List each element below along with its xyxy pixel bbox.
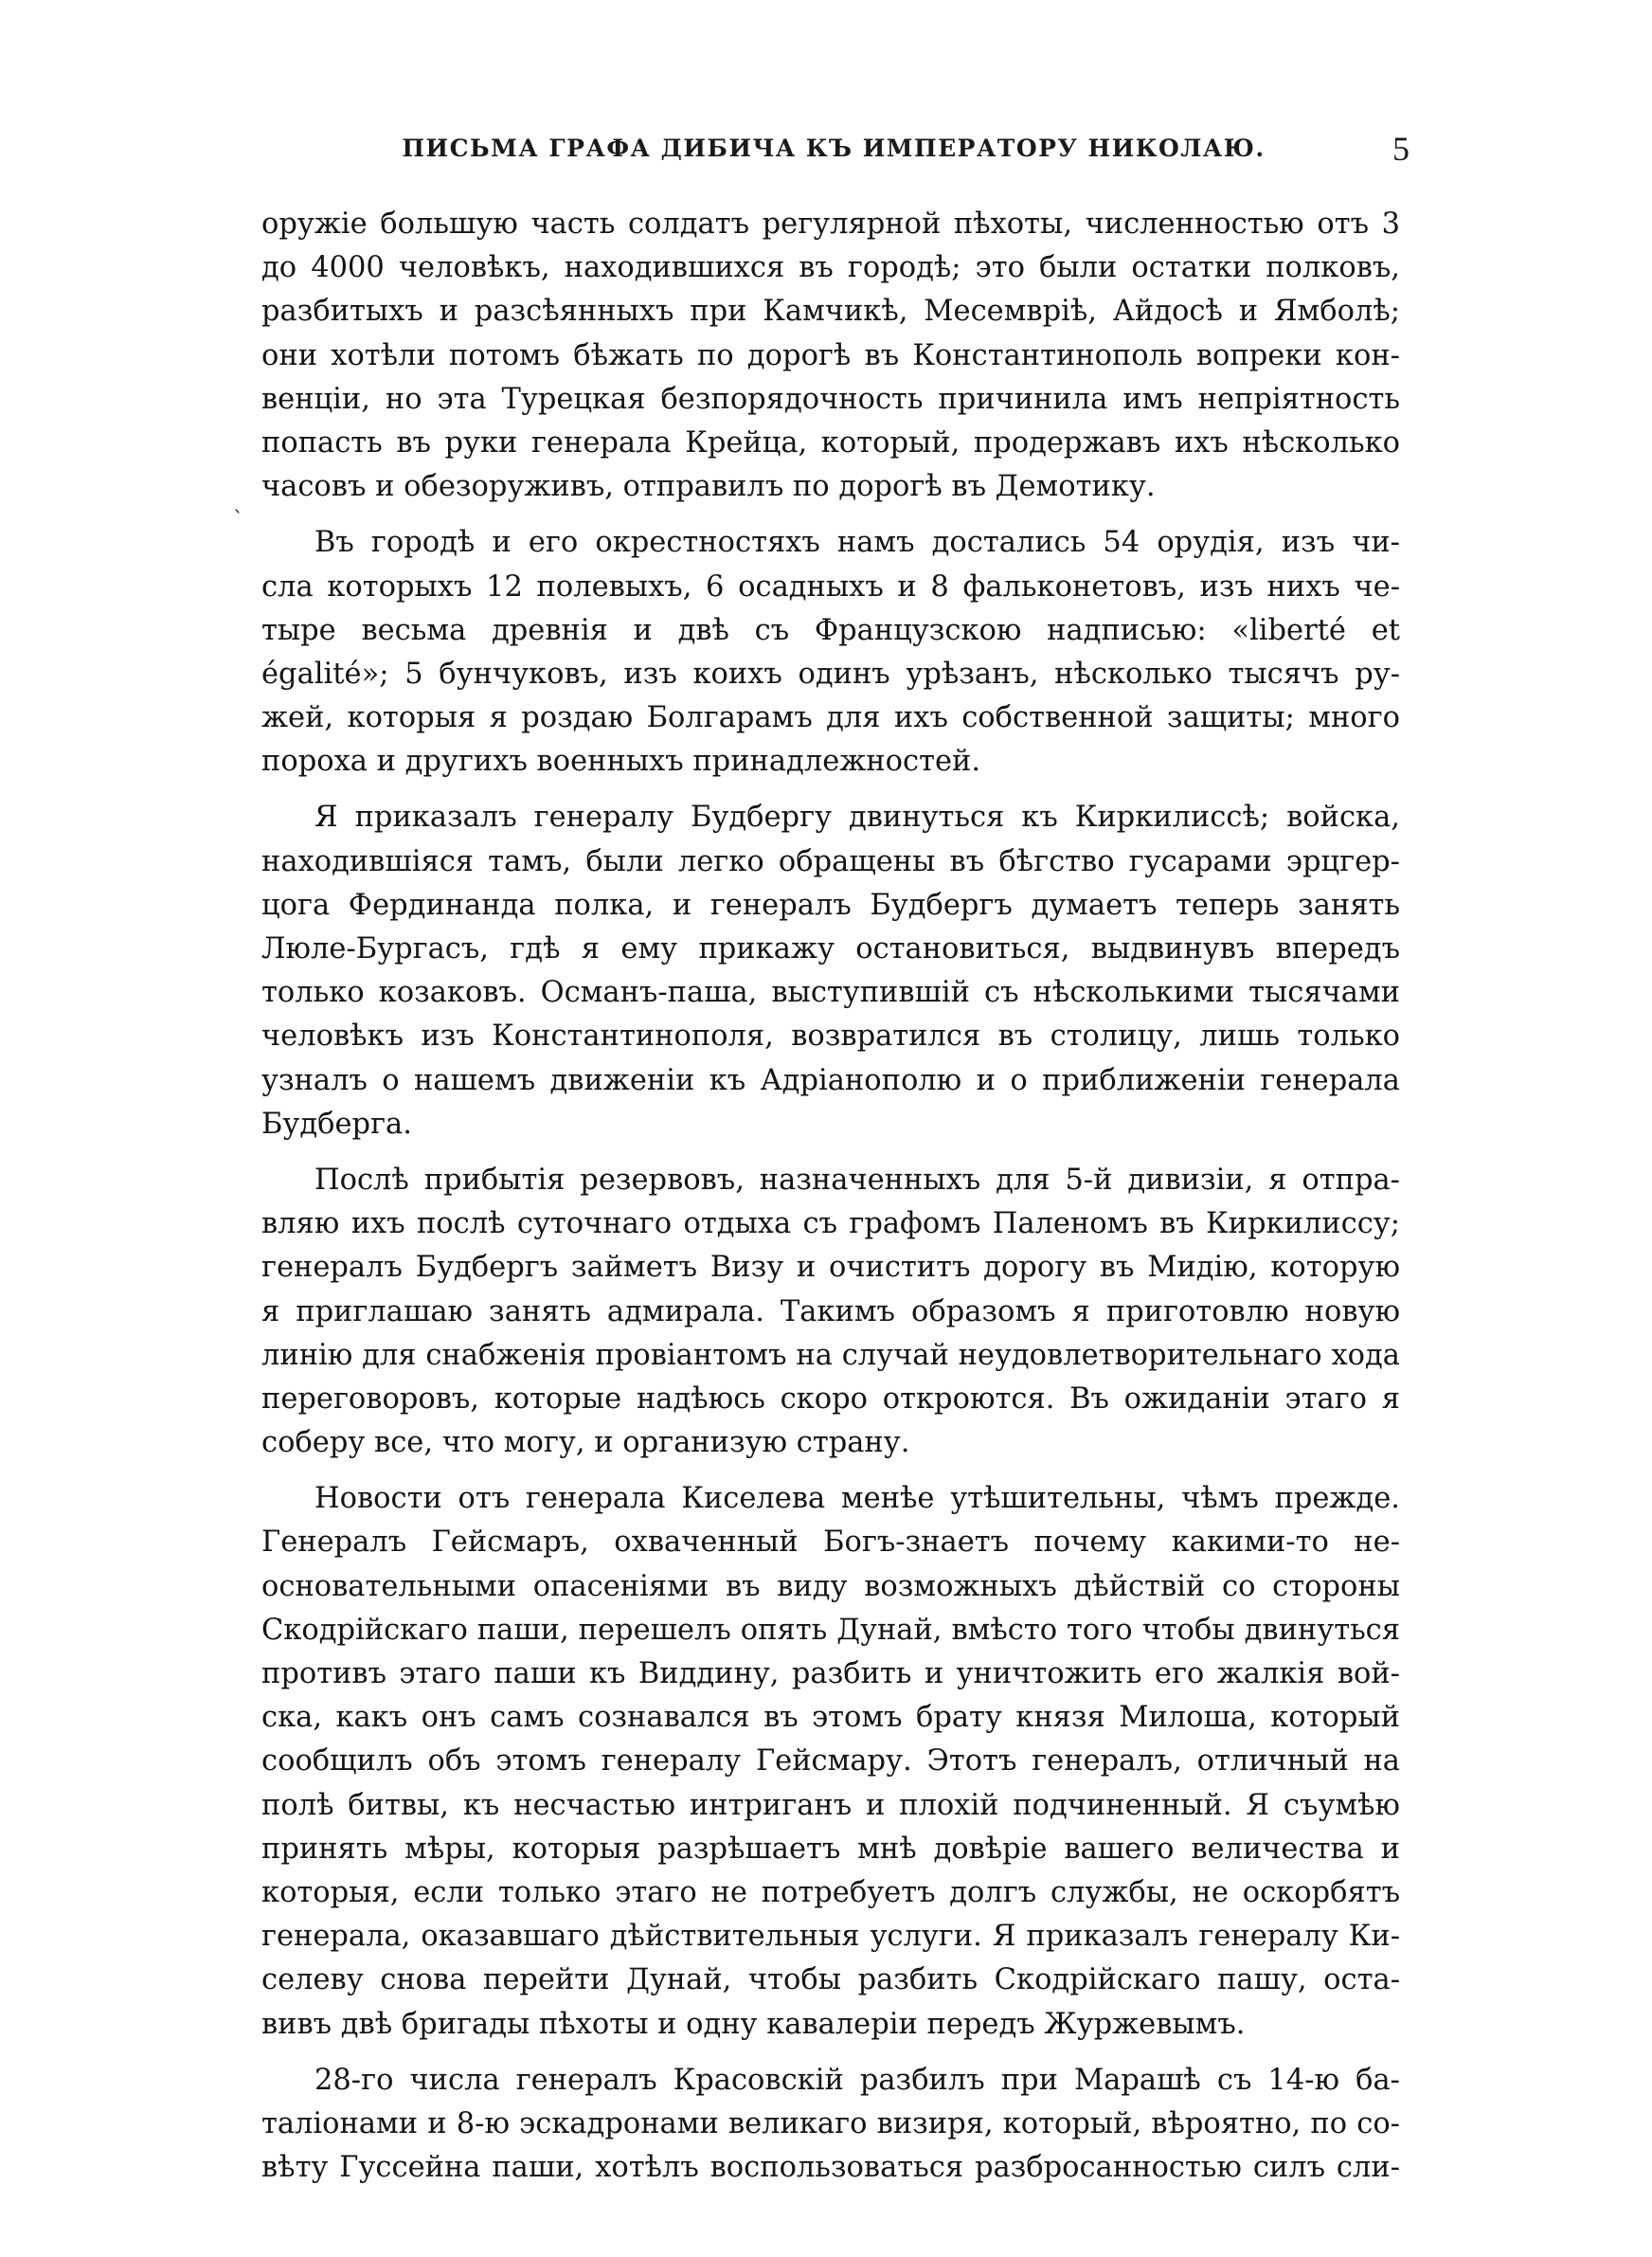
paragraph <box>261 1159 1400 1465</box>
text-line: полѣ битвы, къ несчастью интриганъ и плохій подчиненный. Я съумѣю <box>261 1788 1400 1822</box>
running-head <box>265 130 1410 178</box>
text-line: таліонами и 8-ю эскадронами великаго визиря, который, вѣроятно, по со- <box>261 2106 1400 2140</box>
text-line: Люле-Бургасъ, гдѣ я ему прикажу остановиться, выдвинувъ впередъ <box>261 932 1400 966</box>
paragraph-gap <box>261 784 1400 796</box>
text-line: жей, которыя я роздаю Болгарамъ для ихъ собственной защиты; много <box>261 701 1400 735</box>
text-line: тыре весьма древнія и двѣ съ Французскою надписью: «liberté et <box>261 613 1400 647</box>
paragraph <box>261 2059 1400 2191</box>
text-line: пороха и другихъ военныхъ принадлежностей. <box>261 745 981 779</box>
running-title: ПИСЬМА ГРАФА ДИБИЧА КЪ ИМПЕРАТОРУ НИКОЛАЮ. <box>402 135 1266 162</box>
paragraph <box>261 203 1400 509</box>
margin-mark: ˎ <box>233 490 243 514</box>
text-line: я приглашаю занять адмирала. Такимъ образомъ я приготовлю новую <box>261 1294 1400 1328</box>
text-line: человѣкъ изъ Константинополя, возвратился въ столицу, лишь только <box>261 1020 1400 1054</box>
text-line: они хотѣли потомъ бѣжать по дорогѣ въ Константинополь вопреки кон- <box>261 338 1400 372</box>
text-line: сообщилъ объ этомъ генералу Гейсмару. Этотъ генералъ, отличный на <box>261 1744 1400 1779</box>
paragraph-gap <box>261 1465 1400 1477</box>
text-line: генералъ Будбергъ займетъ Визу и очиститъ дорогу въ Мидію, которую <box>261 1251 1400 1285</box>
text-line: ска, какъ онъ самъ сознавался въ этомъ брату князя Милоша, который <box>261 1701 1400 1735</box>
body-text <box>261 203 1400 2190</box>
paragraph-gap <box>261 509 1400 521</box>
text-line: égalité»; 5 бунчуковъ, изъ коихъ одинъ урѣзанъ, нѣсколько тысячъ ру- <box>261 657 1400 691</box>
paragraph-gap <box>261 1147 1400 1159</box>
text-line: Послѣ прибытія резервовъ, назначенныхъ для 5-й дивизіи, я отпра- <box>314 1163 1400 1197</box>
text-line: сла которыхъ 12 полевыхъ, 6 осадныхъ и 8 фальконетовъ, изъ нихъ че- <box>261 569 1400 604</box>
text-line: Я приказалъ генералу Будбергу двинуться къ Киркилиссѣ; войска, <box>314 801 1400 835</box>
text-line: до 4000 человѣкъ, находившихся въ городѣ; это были остатки полковъ, <box>261 251 1400 285</box>
text-line: попасть въ руки генерала Крейца, который, продержавъ ихъ нѣсколько <box>261 425 1400 460</box>
text-line: только козаковъ. Османъ-паша, выступившій съ нѣсколькими тысячами <box>261 976 1400 1010</box>
text-line: принять мѣры, которыя разрѣшаетъ мнѣ довѣріе вашего величества и <box>261 1832 1400 1866</box>
text-line: разбитыхъ и разсѣянныхъ при Камчикѣ, Месемвріѣ, Айдосѣ и Ямболѣ; <box>261 295 1400 329</box>
text-line: основательными опасеніями въ виду возможныхъ дѣйствій со стороны <box>261 1569 1400 1603</box>
text-line: узналъ о нашемъ движеніи къ Адріанополю и о приближеніи генерала <box>261 1063 1400 1097</box>
text-line: вивъ двѣ бригады пѣхоты и одну кавалеріи передъ Журжевымъ. <box>261 2007 1246 2041</box>
paragraph <box>261 1477 1400 2046</box>
paragraph-gap <box>261 2047 1400 2059</box>
text-line: Будберга. <box>261 1107 412 1141</box>
paragraph <box>261 796 1400 1147</box>
text-line: венціи, но эта Турецкая безпорядочность причинила имъ непріятность <box>261 382 1400 416</box>
page-number: 5 <box>1392 130 1410 168</box>
text-line: линію для снабженія провіантомъ на случай неудовлетворительнаго хода <box>261 1338 1400 1372</box>
text-line: переговоровъ, которые надѣюсь скоро откроются. Въ ожиданіи этаго я <box>261 1381 1400 1416</box>
text-line: генерала, оказавшаго дѣйствительныя услуги. Я приказалъ генералу Ки- <box>261 1920 1400 1954</box>
text-line: 28-го числа генералъ Красовскій разбилъ при Марашѣ съ 14-ю ба- <box>314 2063 1400 2097</box>
text-line: цога Фердинанда полка, и генералъ Будбергъ думаетъ теперь занять <box>261 888 1400 922</box>
text-line: селеву снова перейти Дунай, чтобы разбить Скодрійскаго пашу, оста- <box>261 1963 1400 1997</box>
text-line: противъ этаго паши къ Виддину, разбить и уничтожить его жалкія вой- <box>261 1657 1400 1690</box>
text-line: оружіе большую часть солдатъ регулярной пѣхоты, численностью отъ 3 <box>261 208 1400 241</box>
text-line: Генералъ Гейсмаръ, охваченный Богъ-знаетъ почему какими-то не- <box>261 1526 1400 1560</box>
text-line: часовъ и обезоруживъ, отправилъ по дорогѣ въ Демотику. <box>261 470 1156 504</box>
text-line: Новости отъ генерала Киселева менѣе утѣшительны, чѣмъ прежде. <box>314 1482 1400 1516</box>
text-line: вляю ихъ послѣ суточнаго отдыха съ графомъ Паленомъ въ Киркилиссу; <box>261 1207 1400 1241</box>
text-line: находившіяся тамъ, были легко обращены въ бѣгство гусарами эрцгер- <box>261 844 1400 878</box>
text-line: соберу все, что могу, и организую страну. <box>261 1426 910 1460</box>
text-line: вѣту Гуссейна паши, хотѣлъ воспользоваться разбросанностью силъ сли- <box>261 2151 1400 2185</box>
text-line: Скодрійскаго паши, перешелъ опять Дунай, вмѣсто того чтобы двинуться <box>261 1613 1400 1647</box>
text-line: которыя, если только этаго не потребуетъ долгъ службы, не оскорбятъ <box>261 1875 1400 1909</box>
paragraph <box>261 521 1400 784</box>
text-line: Въ городѣ и его окрестностяхъ намъ достались 54 орудія, изъ чи- <box>314 526 1400 560</box>
